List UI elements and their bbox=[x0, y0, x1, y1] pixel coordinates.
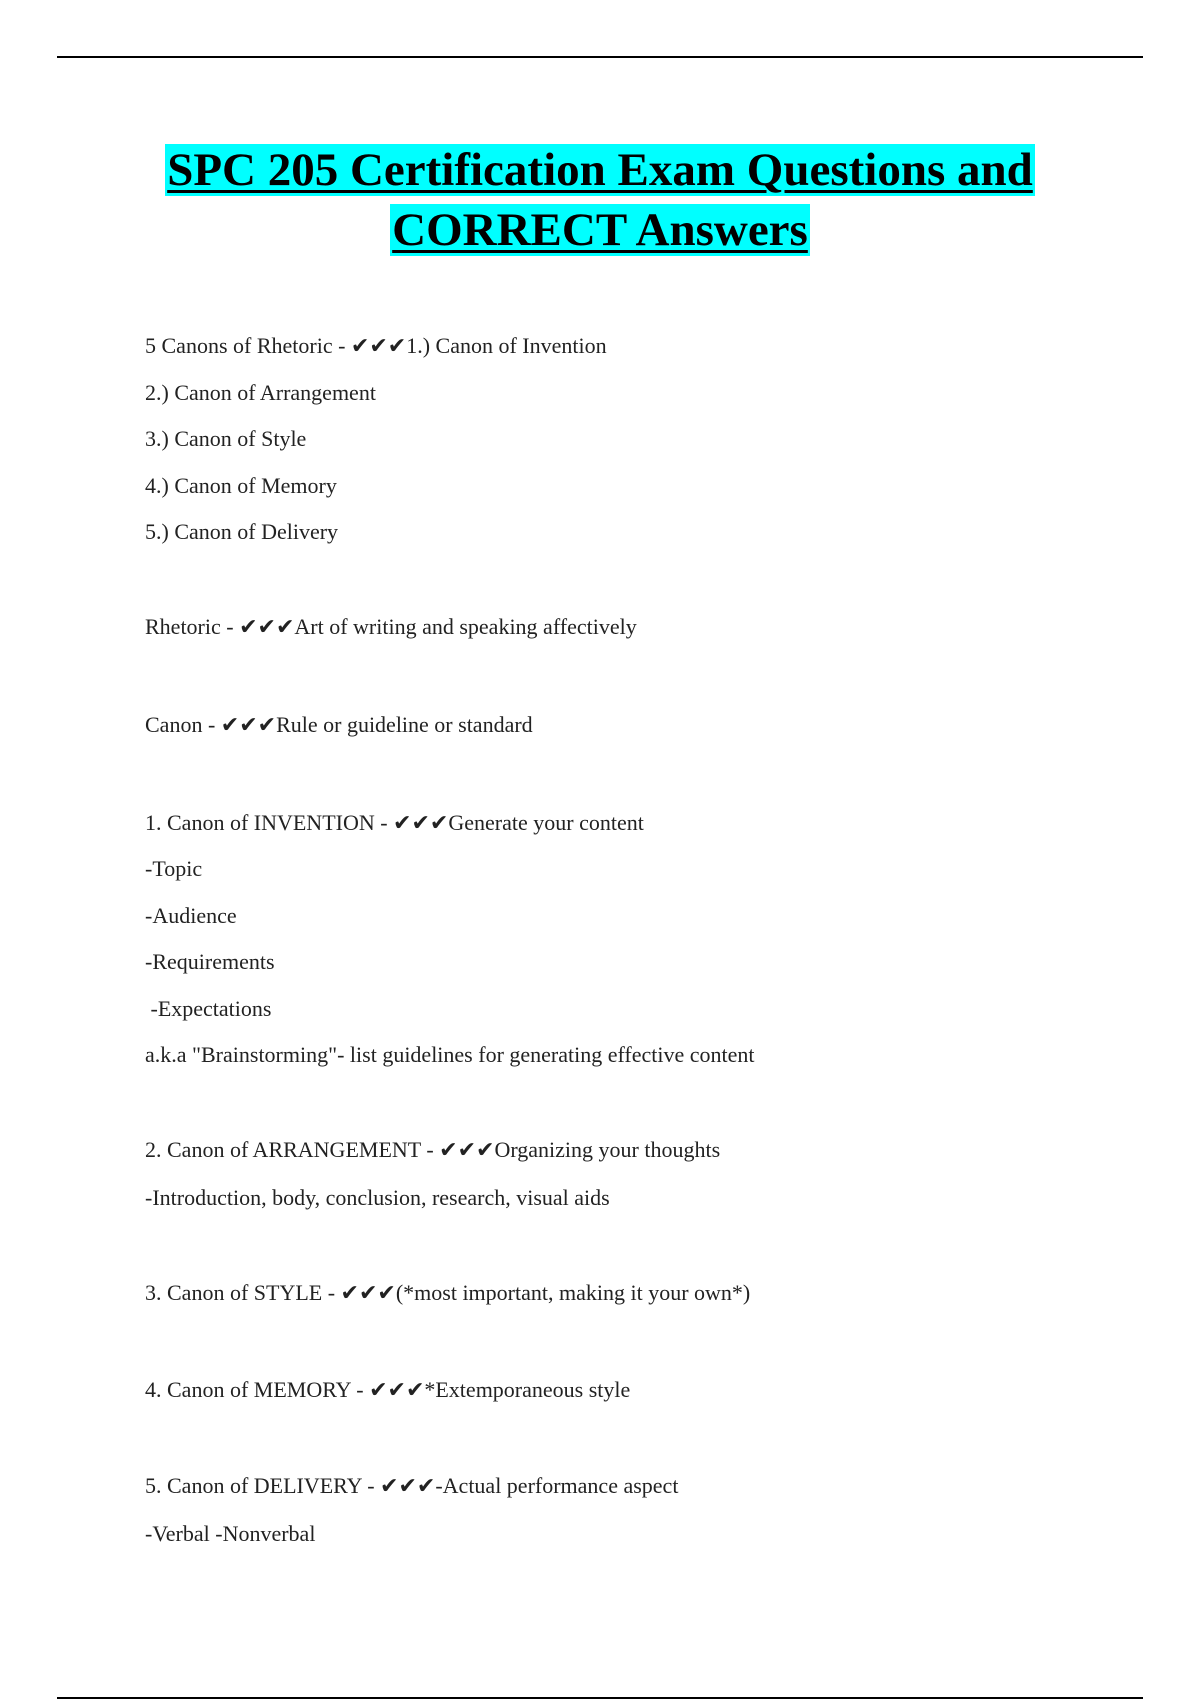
header-rule bbox=[57, 56, 1143, 58]
list-item-arrangement: 2.) Canon of Arrangement bbox=[145, 380, 376, 405]
invention-expectations: -Expectations bbox=[145, 996, 272, 1021]
qa-style: 3. Canon of STYLE - ✔✔✔(*most important, making it your own*) bbox=[145, 1280, 751, 1305]
title-line-1: SPC 205 Certification Exam Questions and bbox=[167, 144, 1033, 196]
qa-canon: Canon - ✔✔✔Rule or guideline or standard bbox=[145, 712, 533, 737]
invention-audience: -Audience bbox=[145, 903, 237, 928]
qa-memory: 4. Canon of MEMORY - ✔✔✔*Extemporaneous style bbox=[145, 1377, 631, 1402]
arrangement-detail: -Introduction, body, conclusion, research, visual aids bbox=[145, 1185, 610, 1210]
qa-delivery: 5. Canon of DELIVERY - ✔✔✔-Actual performance aspect bbox=[145, 1473, 679, 1498]
title-line-2: CORRECT Answers bbox=[392, 204, 808, 256]
qa-rhetoric: Rhetoric - ✔✔✔Art of writing and speaking affectively bbox=[145, 614, 637, 639]
invention-aka: a.k.a "Brainstorming"- list guidelines for generating effective content bbox=[145, 1042, 755, 1067]
delivery-detail: -Verbal -Nonverbal bbox=[145, 1521, 316, 1546]
invention-requirements: -Requirements bbox=[145, 949, 275, 974]
invention-topic: -Topic bbox=[145, 856, 203, 881]
qa-arrangement: 2. Canon of ARRANGEMENT - ✔✔✔Organizing your thoughts bbox=[145, 1137, 721, 1162]
document-title bbox=[80, 140, 1120, 260]
qa-canons-of-rhetoric: 5 Canons of Rhetoric - ✔✔✔1.) Canon of Invention bbox=[145, 333, 607, 358]
list-item-style: 3.) Canon of Style bbox=[145, 426, 307, 451]
list-item-delivery: 5.) Canon of Delivery bbox=[145, 519, 339, 544]
list-item-memory: 4.) Canon of Memory bbox=[145, 473, 337, 498]
footer-rule bbox=[57, 1697, 1143, 1699]
qa-invention: 1. Canon of INVENTION - ✔✔✔Generate your content bbox=[145, 810, 644, 835]
